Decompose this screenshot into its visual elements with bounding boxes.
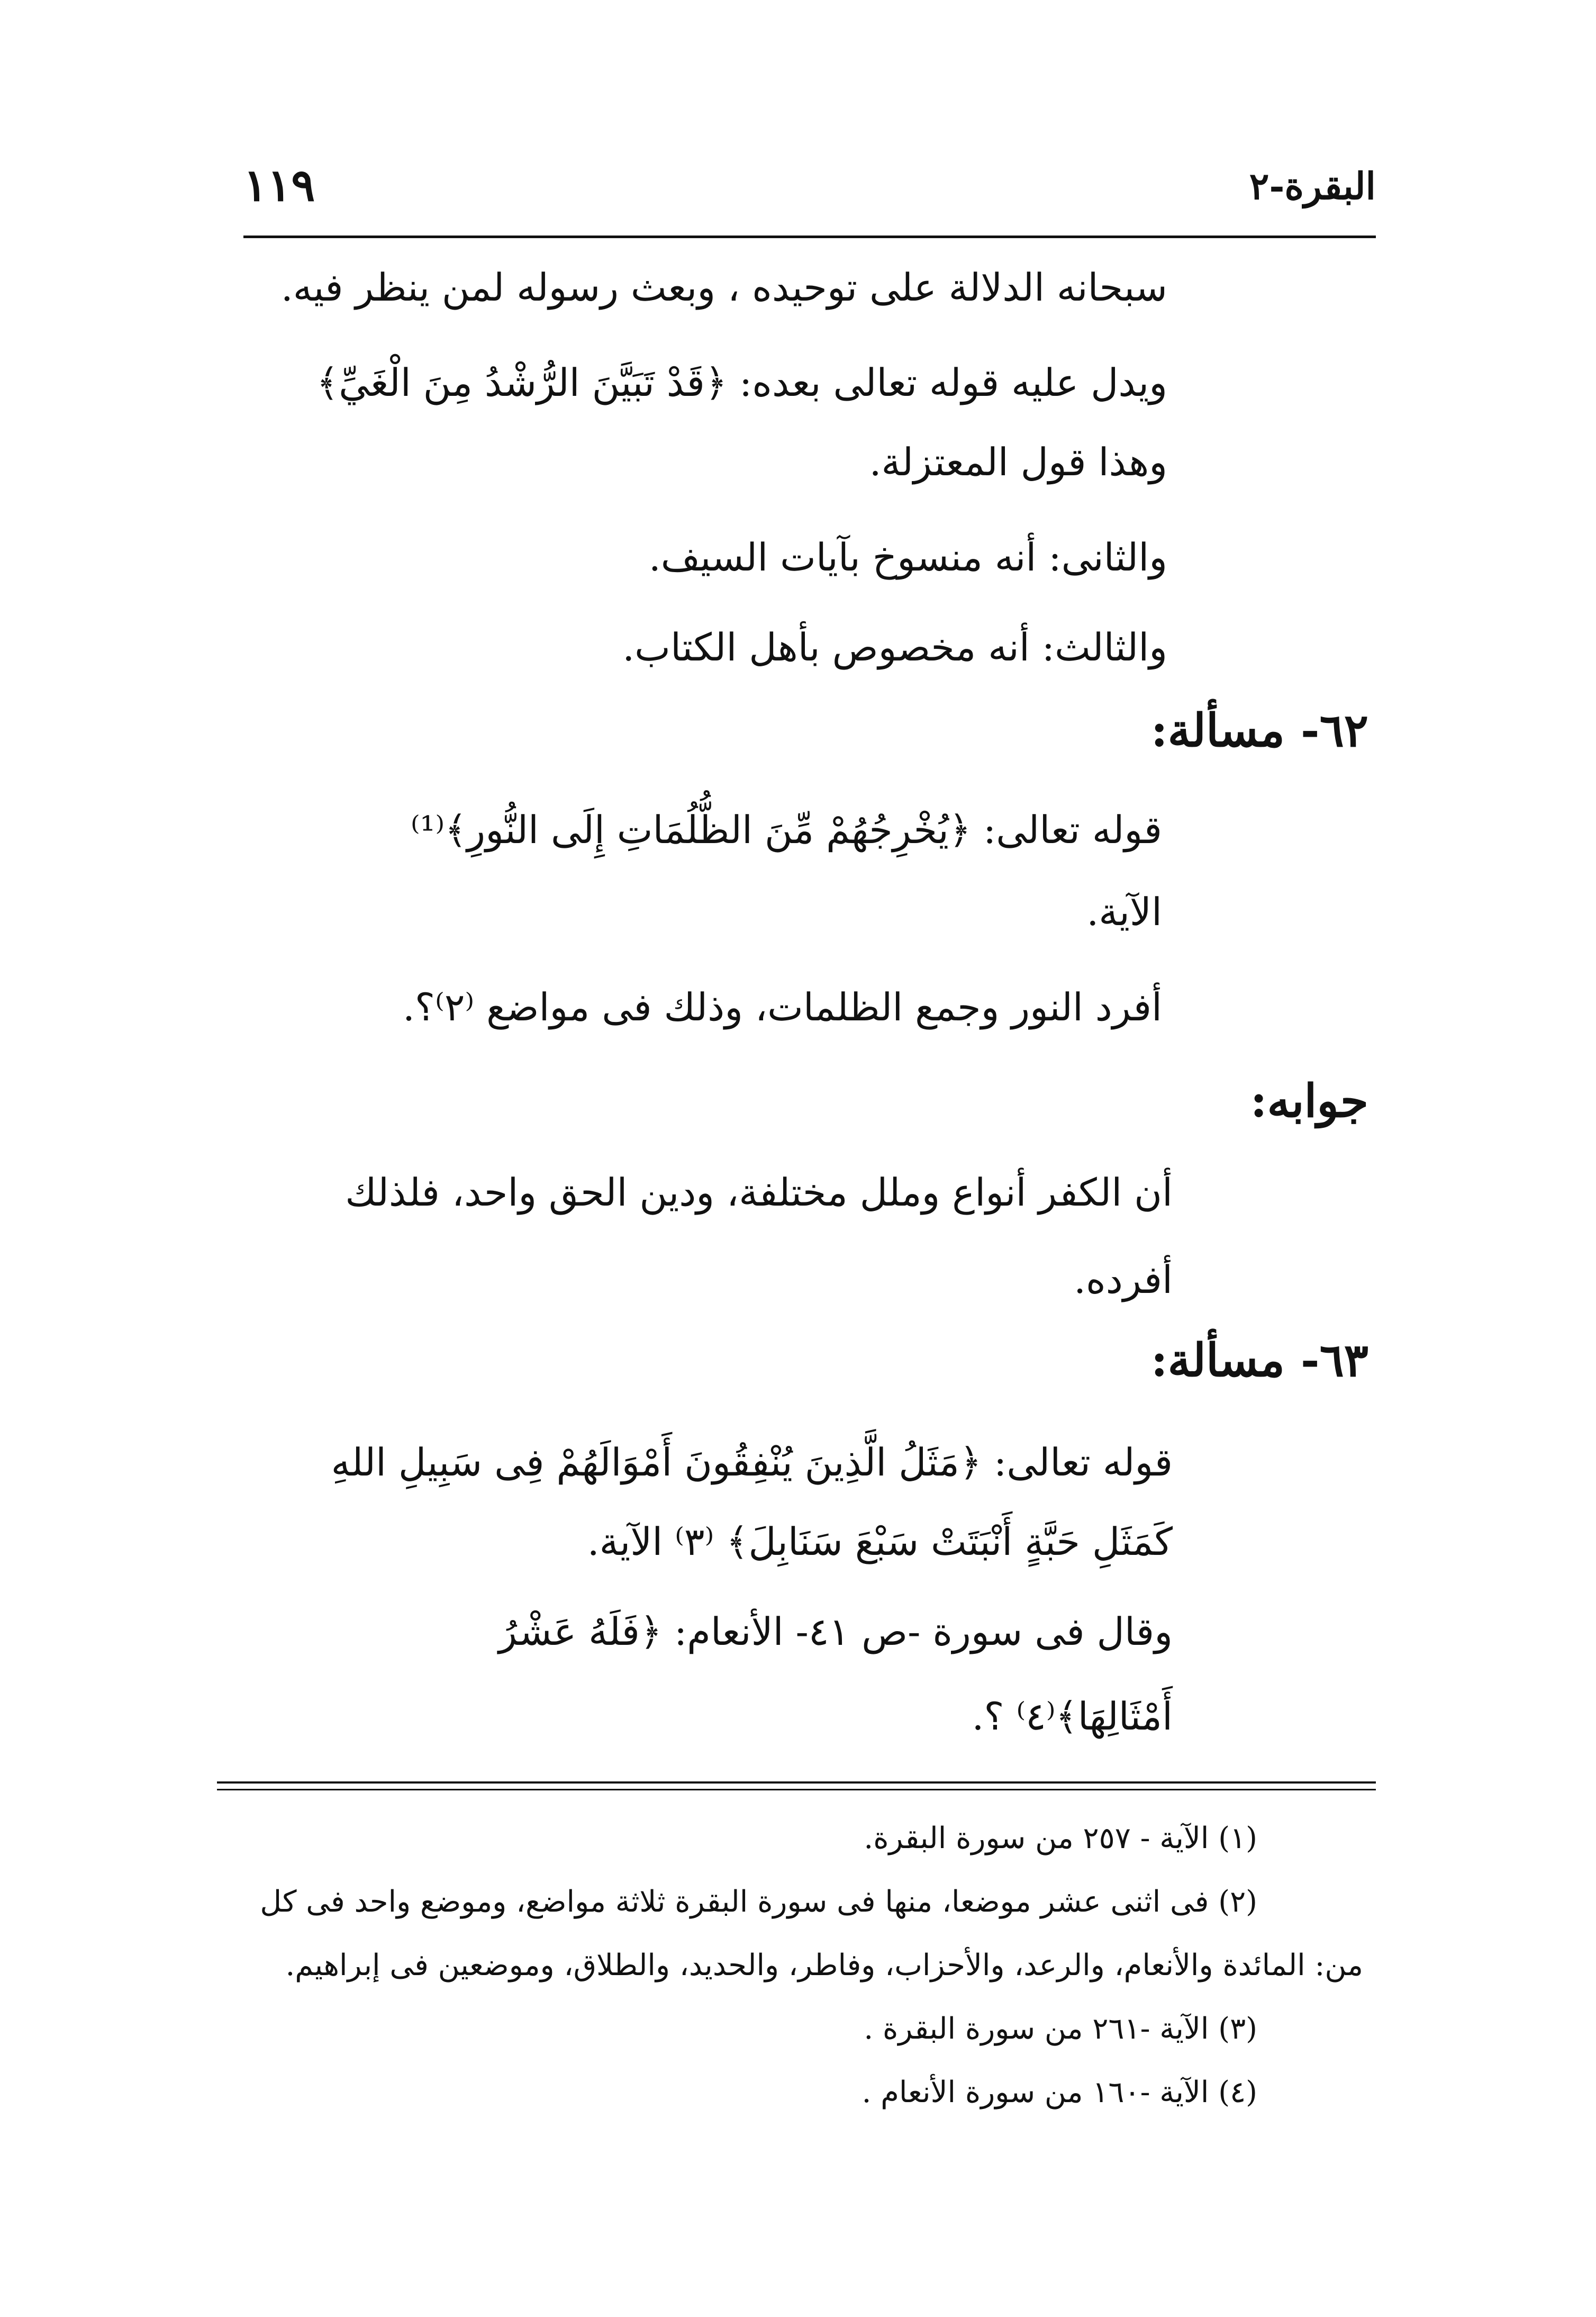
body-line: قوله تعالى: ﴿يُخْرِجُهُمْ مِّنَ الظُّلُمَاتِ إِلَى النُّورِ﴾⁽¹⁾: [410, 808, 1162, 852]
body-line: وهذا قول المعتزلة.: [869, 440, 1167, 484]
body-line: أَمْثَالِهَا﴾⁽٤⁾ ؟.: [972, 1694, 1173, 1739]
body-line: والثالث: أنه مخصوص بأهل الكتاب.: [622, 625, 1167, 669]
body-line: الآية.: [1086, 890, 1162, 934]
header-rule: [243, 236, 1376, 238]
footnote-rule: [217, 1781, 1376, 1784]
body-line: أن الكفر أنواع وملل مختلفة، ودين الحق واحد، فلذلك: [345, 1170, 1173, 1215]
question-62-heading: ٦٢- مسألة:: [1150, 704, 1368, 757]
footnote: (٢) فى اثنى عشر موضعا، منها فى سورة البقرة ثلاثة مواضع، وموضع واحد فى كل: [260, 1885, 1257, 1919]
body-line: وقال فى سورة -ص ٤١- الأنعام: ﴿فَلَهُ عَشْرُ: [498, 1609, 1173, 1654]
question-63-heading: ٦٣- مسألة:: [1150, 1334, 1368, 1387]
body-line: سبحانه الدلالة على توحيده ، وبعث رسوله لمن ينظر فيه.: [280, 265, 1167, 310]
answer-heading: جوابه:: [1250, 1074, 1368, 1128]
footnote: (٣) الآية -٢٦١ من سورة البقرة .: [864, 2012, 1257, 2046]
footnote-continuation: من: المائدة والأنعام، والرعد، والأحزاب، وفاطر، والحديد، والطلاق، وموضعين فى إبراهيم.: [285, 1948, 1363, 1983]
body-line: أفرد النور وجمع الظلمات، وذلك فى مواضع ⁽٢⁾؟.: [403, 985, 1162, 1029]
running-title: البقرة-٢: [1249, 164, 1376, 208]
body-line: أفرده.: [1074, 1257, 1173, 1302]
body-line: كَمَثَلِ حَبَّةٍ أَنْبَتَتْ سَبْعَ سَنَابِلَ﴾ ⁽٣⁾ الآية.: [587, 1519, 1173, 1564]
footnote: (٤) الآية -١٦٠ من سورة الأنعام .: [862, 2075, 1257, 2110]
footnote-rule: [217, 1789, 1376, 1790]
page-number: ١١٩: [243, 159, 315, 211]
body-line: قوله تعالى: ﴿مَثَلُ الَّذِينَ يُنْفِقُونَ أَمْوَالَهُمْ فِى سَبِيلِ اللهِ: [331, 1440, 1173, 1485]
footnote: (١) الآية - ٢٥٧ من سورة البقرة.: [864, 1821, 1257, 1856]
page-header: [243, 148, 1376, 228]
body-line: والثانى: أنه منسوخ بآيات السيف.: [648, 535, 1167, 580]
body-line: ويدل عليه قوله تعالى بعده: ﴿قَدْ تَبَيَّنَ الرُّشْدُ مِنَ الْغَيِّ﴾: [316, 360, 1167, 405]
